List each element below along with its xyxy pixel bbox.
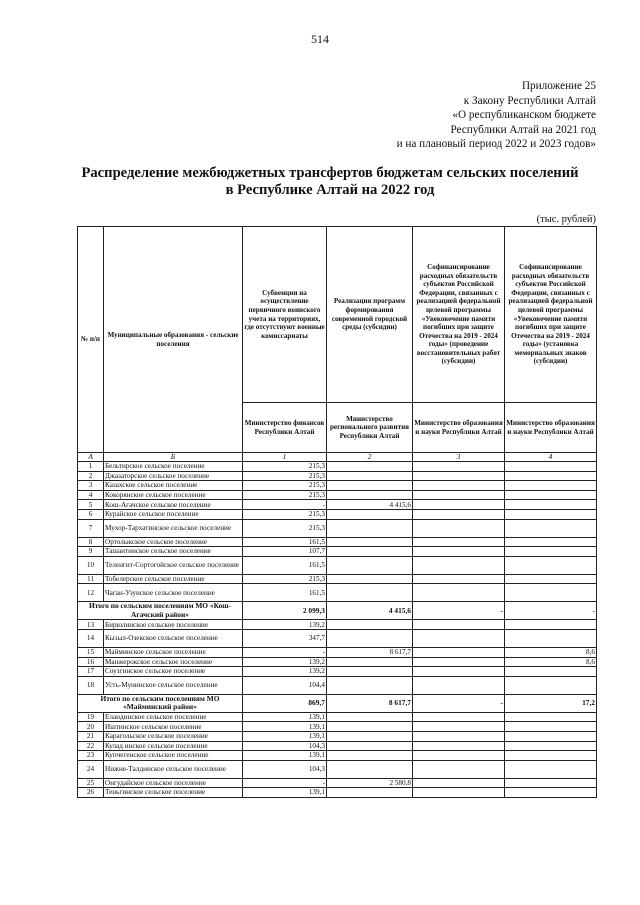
row-number: 13	[78, 620, 104, 630]
subtotal-label: Итого по сельским поселениям МО «Кош-Агачский район»	[78, 602, 243, 620]
value-col1: 107,7	[243, 547, 327, 557]
value-col2	[327, 556, 413, 574]
value-col2	[327, 629, 413, 647]
value-col4	[505, 574, 597, 584]
value-col2	[327, 471, 413, 481]
table-row	[78, 741, 597, 751]
ministry-col2: Министерство регионального развития Республики Алтай	[327, 403, 413, 453]
value-col1: -	[243, 500, 327, 510]
value-col1: 215,3	[243, 471, 327, 481]
value-col3	[413, 731, 505, 741]
settlement-name: Карагольское сельское поселение	[104, 731, 243, 741]
value-col3: -	[413, 694, 505, 712]
value-col4	[505, 741, 597, 751]
settlement-name: Теленгит-Сортогойское сельское поселение	[104, 556, 243, 574]
value-col2	[327, 712, 413, 722]
table-row	[78, 519, 597, 537]
value-col1: 215,3	[243, 574, 327, 584]
value-col2: 4 415,6	[327, 500, 413, 510]
row-number: 15	[78, 647, 104, 657]
units-label: (тыс. рублей)	[536, 214, 596, 225]
value-col1: 2 099,3	[243, 602, 327, 620]
row-number: 24	[78, 760, 104, 778]
row-number: 8	[78, 537, 104, 547]
settlement-name: Кош-Агачское сельское поселение	[104, 500, 243, 510]
value-col3	[413, 547, 505, 557]
settlement-name: Ташантинское сельское поселение	[104, 547, 243, 557]
document-title	[60, 165, 600, 199]
value-col2: 8 617,7	[327, 694, 413, 712]
value-col2	[327, 509, 413, 519]
value-col2	[327, 667, 413, 677]
value-col1: 139,1	[243, 712, 327, 722]
row-number: 17	[78, 667, 104, 677]
value-col2	[327, 537, 413, 547]
index-cell: А	[78, 453, 104, 462]
subtotal-row	[78, 602, 597, 620]
value-col1: 139,2	[243, 657, 327, 667]
value-col4	[505, 620, 597, 630]
value-col3	[413, 519, 505, 537]
value-col3	[413, 778, 505, 788]
index-cell: Б	[104, 453, 243, 462]
value-col2	[327, 760, 413, 778]
value-col2	[327, 751, 413, 761]
ministry-col4: Министерство образования и науки Республики Алтай	[505, 403, 597, 453]
appendix-line: к Закону Республики Алтай	[463, 94, 596, 107]
row-number: 2	[78, 471, 104, 481]
value-col4	[505, 547, 597, 557]
value-col3	[413, 676, 505, 694]
table-row	[78, 547, 597, 557]
value-col4	[505, 667, 597, 677]
row-number: 5	[78, 500, 104, 510]
settlement-name: Кызыл-Озекское сельское поселение	[104, 629, 243, 647]
value-col1: 104,4	[243, 676, 327, 694]
row-number: 1	[78, 462, 104, 472]
settlement-name: Курайское сельское поселение	[104, 509, 243, 519]
table-row	[78, 676, 597, 694]
value-col2: 8 617,7	[327, 647, 413, 657]
table-row	[78, 722, 597, 732]
value-col2	[327, 676, 413, 694]
settlement-name: Соузгинское сельское поселение	[104, 667, 243, 677]
value-col2	[327, 462, 413, 472]
value-col3	[413, 481, 505, 491]
table-row	[78, 481, 597, 491]
table-row	[78, 462, 597, 472]
value-col2	[327, 519, 413, 537]
appendix-block	[397, 79, 596, 152]
value-col2	[327, 722, 413, 732]
value-col1: 161,5	[243, 537, 327, 547]
header-col2: Реализация программ формирования современной городской среды (субсидии)	[327, 227, 413, 403]
value-col3	[413, 509, 505, 519]
value-col4	[505, 481, 597, 491]
row-number: 16	[78, 657, 104, 667]
index-cell: 1	[243, 453, 327, 462]
value-col4	[505, 751, 597, 761]
value-col3	[413, 574, 505, 584]
value-col1: 215,3	[243, 509, 327, 519]
row-number: 26	[78, 788, 104, 798]
settlement-name: Чаган-Узунское сельское поселение	[104, 584, 243, 602]
settlement-name: Усть-Мунинское сельское поселение	[104, 676, 243, 694]
row-number: 10	[78, 556, 104, 574]
value-col4	[505, 712, 597, 722]
value-col4	[505, 462, 597, 472]
value-col4	[505, 722, 597, 732]
title-line-2: в Республике Алтай на 2022 год	[225, 182, 435, 198]
value-col4	[505, 509, 597, 519]
settlement-name: Кулад инское сельское поселение	[104, 741, 243, 751]
value-col3	[413, 629, 505, 647]
row-number: 4	[78, 490, 104, 500]
value-col1: 104,3	[243, 741, 327, 751]
value-col3	[413, 741, 505, 751]
settlement-name: Кокорянское сельское поселение	[104, 490, 243, 500]
value-col3	[413, 584, 505, 602]
row-number: 11	[78, 574, 104, 584]
table-row	[78, 788, 597, 798]
settlement-name: Манжерокское сельское поселение	[104, 657, 243, 667]
table-row	[78, 574, 597, 584]
value-col2	[327, 574, 413, 584]
settlement-name: Бирюлинское сельское поселение	[104, 620, 243, 630]
value-col4	[505, 537, 597, 547]
settlement-name: Бельтирское сельское поселение	[104, 462, 243, 472]
value-col1: 139,1	[243, 751, 327, 761]
row-number: 7	[78, 519, 104, 537]
value-col4	[505, 471, 597, 481]
settlement-name: Тобелерское сельское поселение	[104, 574, 243, 584]
value-col3	[413, 667, 505, 677]
value-col1: 139,2	[243, 667, 327, 677]
appendix-line: Приложение 25	[521, 80, 596, 92]
value-col1: 139,1	[243, 788, 327, 798]
value-col2	[327, 620, 413, 630]
table-body	[78, 453, 597, 798]
table-row	[78, 629, 597, 647]
appendix-line: «О республиканском бюджете	[452, 109, 596, 122]
subtotal-row	[78, 694, 597, 712]
settlement-name: Онгудайское сельское поселение	[104, 778, 243, 788]
ministry-col3: Министерство образования и науки Республики Алтай	[413, 403, 505, 453]
value-col2	[327, 547, 413, 557]
value-col3	[413, 657, 505, 667]
settlement-name: Майминское сельское поселение	[104, 647, 243, 657]
value-col1: 139,1	[243, 731, 327, 741]
index-cell: 3	[413, 453, 505, 462]
ministry-col1: Министерство финансов Республики Алтай	[243, 403, 327, 453]
transfers-table	[77, 226, 597, 798]
header-col4: Софинансирование расходных обязательств субъектов Российской Федерации, связанных с реализацией федеральной целевой программы «Увековечение памяти погибших при защите Отечества на 2019 - 2024 годы» (установка мемориальных знаков (субсидии)	[505, 227, 597, 403]
row-number: 12	[78, 584, 104, 602]
index-cell: 2	[327, 453, 413, 462]
table-row	[78, 760, 597, 778]
settlement-name: Мухор-Тархатинское сельское поселение	[104, 519, 243, 537]
value-col1: -	[243, 647, 327, 657]
index-cell: 4	[505, 453, 597, 462]
table-row	[78, 490, 597, 500]
row-number: 9	[78, 547, 104, 557]
value-col4: 8,6	[505, 657, 597, 667]
value-col4	[505, 519, 597, 537]
row-number: 6	[78, 509, 104, 519]
table-row	[78, 584, 597, 602]
table-row	[78, 471, 597, 481]
row-number: 18	[78, 676, 104, 694]
value-col4	[505, 788, 597, 798]
value-col1: 139,2	[243, 620, 327, 630]
value-col2	[327, 788, 413, 798]
value-col1: -	[243, 778, 327, 788]
column-index-row	[78, 453, 597, 462]
table-row	[78, 537, 597, 547]
value-col2	[327, 481, 413, 491]
row-number: 22	[78, 741, 104, 751]
settlement-name: Еландинское сельское поселение	[104, 712, 243, 722]
row-number: 23	[78, 751, 104, 761]
value-col3	[413, 471, 505, 481]
value-col3	[413, 760, 505, 778]
value-col2	[327, 731, 413, 741]
table-row	[78, 556, 597, 574]
table-row	[78, 712, 597, 722]
value-col3	[413, 788, 505, 798]
row-number: 21	[78, 731, 104, 741]
value-col1: 215,3	[243, 481, 327, 491]
settlement-name: Купчегенское сельское поселение	[104, 751, 243, 761]
header-col1: Субвенции на осуществление первичного воинского учета на территориях, где отсутствуют военные комиссариаты	[243, 227, 327, 403]
value-col1: 139,1	[243, 722, 327, 732]
title-line-1: Распределение межбюджетных трансфертов бюджетам сельских поселений	[81, 165, 579, 181]
page-number: 514	[311, 32, 329, 46]
value-col2: 4 415,6	[327, 602, 413, 620]
table-row	[78, 778, 597, 788]
value-col3	[413, 712, 505, 722]
row-number: 14	[78, 629, 104, 647]
value-col3	[413, 537, 505, 547]
value-col3	[413, 620, 505, 630]
table-row	[78, 500, 597, 510]
value-col1: 104,3	[243, 760, 327, 778]
value-col4: 17,2	[505, 694, 597, 712]
appendix-line: Республики Алтай на 2021 год	[450, 123, 596, 136]
value-col1: 347,7	[243, 629, 327, 647]
value-col3	[413, 462, 505, 472]
value-col2	[327, 657, 413, 667]
settlement-name: Ортолыкское сельское поселение	[104, 537, 243, 547]
table-row	[78, 751, 597, 761]
value-col3	[413, 722, 505, 732]
settlement-name: Иштинское сельское поселение	[104, 722, 243, 732]
row-number: 25	[78, 778, 104, 788]
value-col4: -	[505, 602, 597, 620]
value-col1: 161,5	[243, 584, 327, 602]
value-col4	[505, 731, 597, 741]
settlement-name: Нижне-Талдинское сельское поселение	[104, 760, 243, 778]
value-col3	[413, 500, 505, 510]
settlement-name: Казахское сельское поселение	[104, 481, 243, 491]
value-col4	[505, 490, 597, 500]
value-col4	[505, 676, 597, 694]
value-col4	[505, 778, 597, 788]
table-row	[78, 509, 597, 519]
value-col3	[413, 490, 505, 500]
row-number: 3	[78, 481, 104, 491]
table-row	[78, 731, 597, 741]
value-col4: 8,6	[505, 647, 597, 657]
value-col3	[413, 647, 505, 657]
value-col1: 161,5	[243, 556, 327, 574]
table-row	[78, 620, 597, 630]
table-row	[78, 667, 597, 677]
value-col1: 215,3	[243, 490, 327, 500]
settlement-name: Джазаторское сельское поселение	[104, 471, 243, 481]
value-col4	[505, 760, 597, 778]
value-col3	[413, 751, 505, 761]
appendix-line: и на плановый период 2022 и 2023 годов»	[396, 138, 596, 151]
header-municipality: Муниципальные образования - сельские поселения	[104, 227, 243, 453]
header-col3: Софинансирование расходных обязательств субъектов Российской Федерации, связанных с реализацией федеральной целевой программы «Увековечение памяти погибших при защите Отечества на 2019 - 2024 годы» (проведение восстановительных работ (субсидии)	[413, 227, 505, 403]
value-col4	[505, 584, 597, 602]
value-col1: 869,7	[243, 694, 327, 712]
value-col4	[505, 629, 597, 647]
settlement-name: Теньгинское сельское поселение	[104, 788, 243, 798]
value-col2	[327, 490, 413, 500]
value-col3	[413, 556, 505, 574]
value-col1: 215,3	[243, 519, 327, 537]
table-row	[78, 657, 597, 667]
value-col2	[327, 741, 413, 751]
value-col2	[327, 584, 413, 602]
subtotal-label: Итого по сельским поселениям МО «Майминский район»	[78, 694, 243, 712]
value-col2: 2 580,8	[327, 778, 413, 788]
header-num: № п/п	[78, 227, 104, 453]
table-row	[78, 647, 597, 657]
value-col4	[505, 500, 597, 510]
value-col3: -	[413, 602, 505, 620]
value-col1: 215,3	[243, 462, 327, 472]
row-number: 20	[78, 722, 104, 732]
value-col4	[505, 556, 597, 574]
row-number: 19	[78, 712, 104, 722]
